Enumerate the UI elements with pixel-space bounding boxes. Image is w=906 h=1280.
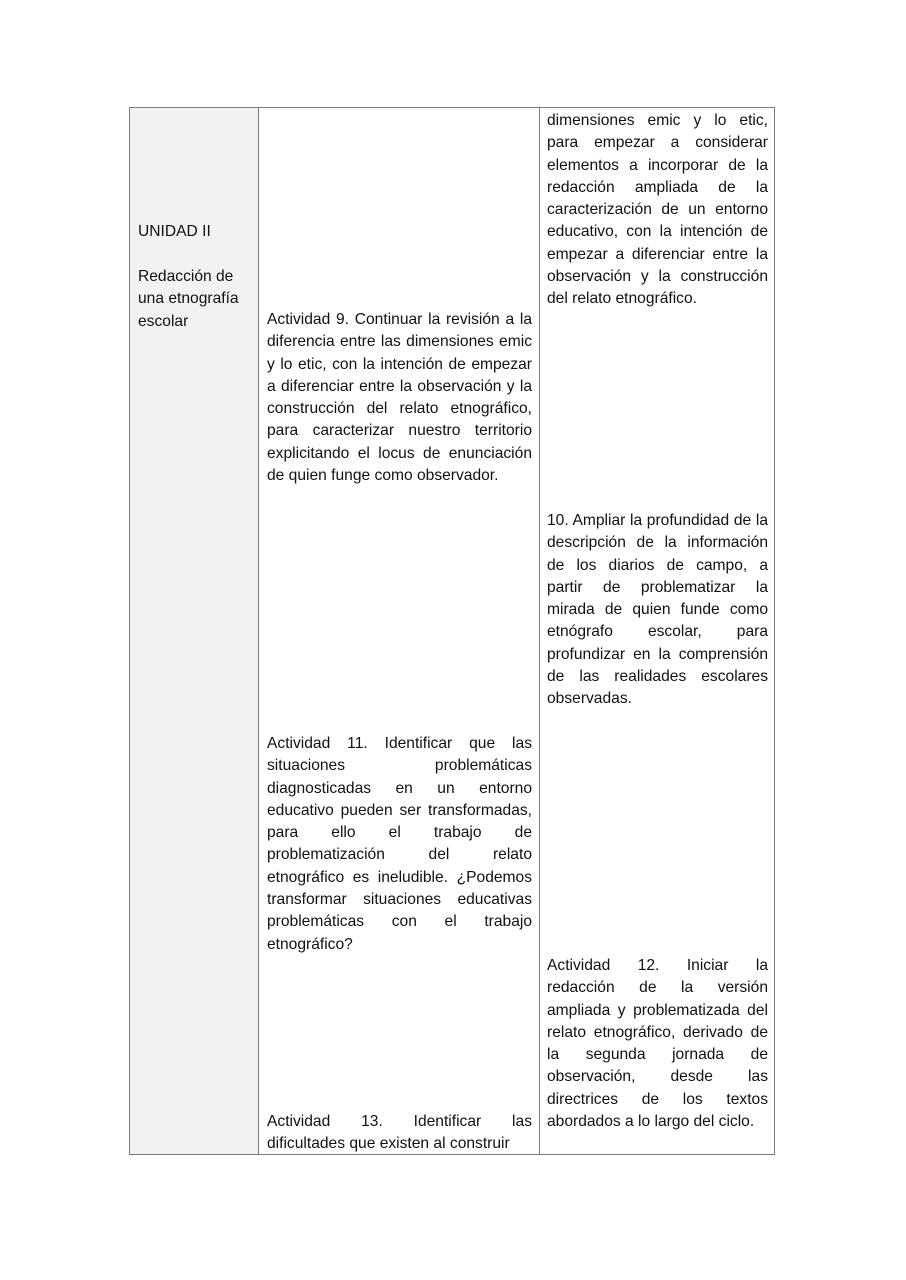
activity-table bbox=[129, 107, 775, 1155]
activity-10-text: 10. Ampliar la profundidad de la descripción de la información de los diarios de campo, a partir de problematizar la mirada de quien funde como etnógrafo escolar, para profundizar en la comprensión de las realidades escolares observadas. bbox=[547, 512, 768, 708]
middle-activity-column bbox=[259, 108, 540, 1154]
unit-column bbox=[130, 108, 259, 1154]
activity-9-text: Actividad 9. Continuar la revisión a la diferencia entre las dimensiones emic y lo etic, con la intención de empezar a diferenciar entre la observación y la construcción del relato etnográfico, para caracterizar nuestro territorio explicitando el locus de enunciación de quien funge como observador. bbox=[267, 311, 532, 485]
unit-subtitle: Redacción de una etnografía escolar bbox=[138, 268, 239, 330]
activity-continuation-text: dimensiones emic y lo etic, para empezar a considerar elementos a incorporar de la redacción ampliada de la caracterización de un entorno educativo, con la intención de empezar a diferenciar entre la observación y la construcción del relato etnográfico. bbox=[547, 112, 768, 308]
unit-title: UNIDAD II bbox=[138, 223, 211, 240]
activity-11-text: Actividad 11. Identificar que las situaciones problemáticas diagnosticadas en un entorno educativo pueden ser transformadas, para ello el trabajo de problematización del relato etnográfico es ineludible. ¿Podemos transformar situaciones educativas problemáticas con el trabajo etnográfico? bbox=[267, 735, 532, 953]
right-activity-column bbox=[540, 108, 775, 1154]
activity-13-text: Actividad 13. Identificar las dificultades que existen al construir bbox=[267, 1113, 532, 1153]
activity-12-text: Actividad 12. Iniciar la redacción de la versión ampliada y problematizada del relato etnográfico, derivado de la segunda jornada de observación, desde las directrices de los textos abordados a lo largo del ciclo. bbox=[547, 957, 768, 1131]
